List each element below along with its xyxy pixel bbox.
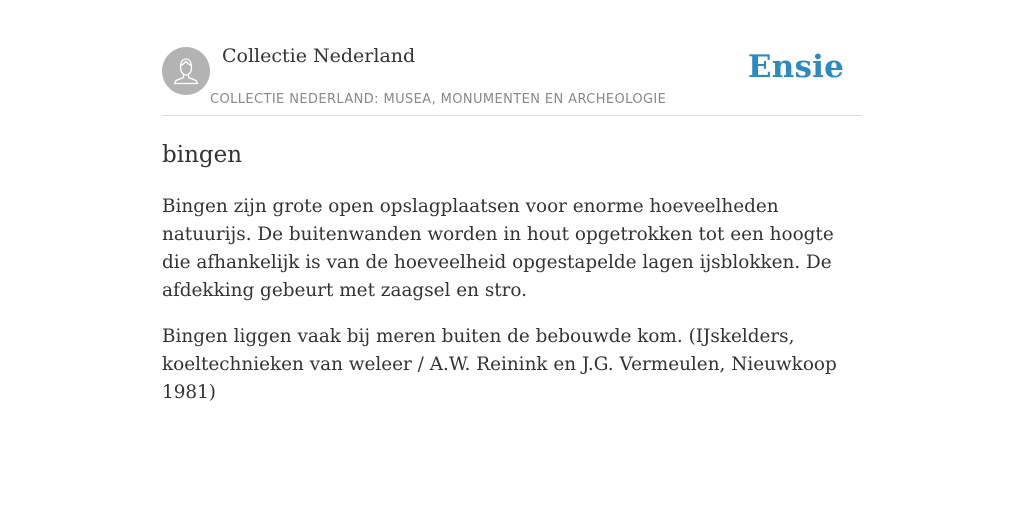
entry-paragraph: Bingen zijn grote open opslagplaatsen voor enorme hoeveelheden natuurijs. De buitenwanden worden in hout opgetrokken tot een hoogte die afhankelijk is van de hoeveelheid opgestapelde lagen ijsblokken. De afdekking gebeurt met zaagsel en stro. [162, 196, 834, 301]
ensie-logo[interactable]: Ensie [747, 49, 844, 85]
entry-title: bingen [162, 142, 243, 168]
user-silhouette-icon [162, 47, 210, 95]
source-label[interactable]: COLLECTIE NEDERLAND: MUSEA, MONUMENTEN EN ARCHEOLOGIE [210, 92, 667, 107]
entry-paragraph: Bingen liggen vaak bij meren buiten de bebouwde kom. (IJskelders, koeltechnieken van weleer / A.W. Reinink en J.G. Vermeulen, Nieuwkoop 1981) [162, 326, 837, 403]
author-name[interactable]: Collectie Nederland [222, 45, 416, 67]
author-avatar[interactable] [162, 47, 210, 95]
page [162, 0, 862, 407]
entry-header [162, 0, 862, 116]
entry-body [162, 193, 862, 407]
